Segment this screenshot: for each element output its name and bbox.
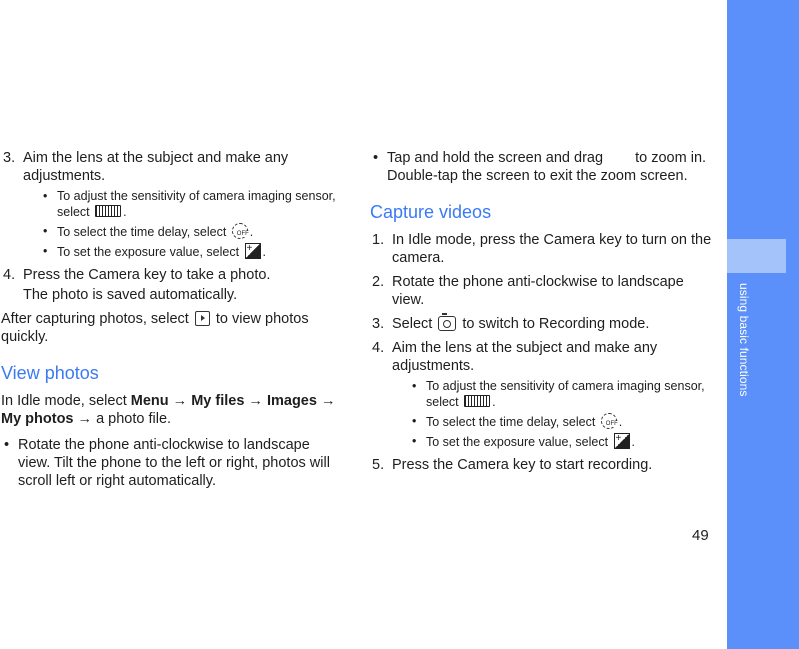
sub-text: To adjust the sensitivity of camera imaging sensor, select (57, 189, 336, 219)
camera-icon (438, 316, 456, 331)
step-3 (1, 149, 341, 260)
video-step-3: 3. Select to switch to Recording mode. (372, 316, 650, 332)
sub-text: To select the time delay, select (57, 225, 227, 239)
sub-list (41, 188, 341, 260)
video-step-5: 5. Press the Camera key to start recording. (372, 457, 653, 473)
exposure-icon (614, 433, 630, 449)
section-heading-view-photos: View photos (1, 363, 99, 383)
video-step-2: 2. Rotate the phone anti-clockwise to landscape view. (372, 274, 684, 308)
bullet-zoom: • Tap and hold the screen and drag to zoom in. Double-tap the screen to exit the zoom screen. (373, 150, 707, 184)
step-note: The photo is saved automatically. (23, 287, 238, 303)
after-capture-text: After capturing photos, select to view photos quickly. (1, 311, 309, 345)
timer-icon (232, 223, 248, 239)
left-column (1, 149, 341, 490)
iso-icon (95, 205, 121, 217)
chapter-label: using basic functions (737, 283, 751, 397)
play-icon (195, 311, 210, 326)
right-column (370, 149, 715, 480)
sub-item-iso: • To adjust the sensitivity of camera imaging sensor, select . (43, 189, 336, 219)
view-photos-intro: In Idle mode, select Menu → My files → Images → My photos → a photo file. (1, 393, 336, 427)
video-step-1: 1. In Idle mode, press the Camera key to turn on the camera. (372, 232, 712, 266)
sub-item-exposure: • To set the exposure value, select + . (410, 433, 715, 450)
step-number: 3. (3, 150, 16, 166)
video-step-4: 4. Aim the lens at the subject and make any adjustments. • To adjust the sensitivity of camera imaging sensor, select . • To select the time delay, select OFF . • To set the exposure value, select + . (370, 339, 715, 450)
page-number: 49 (692, 527, 709, 544)
section-heading-capture-videos: Capture videos (370, 202, 492, 222)
sub-list (410, 378, 715, 450)
bullet-rotate: • Rotate the phone anti-clockwise to landscape view. Tilt the phone to the left or right, photos will scroll left or right automatically. (4, 437, 330, 489)
timer-icon (601, 413, 617, 429)
sub-item-iso: • To adjust the sensitivity of camera imaging sensor, select . (412, 379, 705, 409)
exposure-icon (245, 243, 261, 259)
iso-icon (464, 395, 490, 407)
step-4 (1, 266, 341, 284)
step-text: Press the Camera key to take a photo. (23, 267, 271, 283)
step-text: Aim the lens at the subject and make any adjustments. (23, 150, 289, 184)
sub-item-timer: • To select the time delay, select OFF . (41, 223, 341, 240)
sub-item-timer: • To select the time delay, select OFF . (410, 413, 715, 430)
step-number: 4. (3, 267, 16, 283)
sub-text: To set the exposure value, select (57, 245, 240, 259)
chapter-tab (727, 239, 786, 273)
sub-item-exposure: • To set the exposure value, select + . (41, 243, 341, 260)
